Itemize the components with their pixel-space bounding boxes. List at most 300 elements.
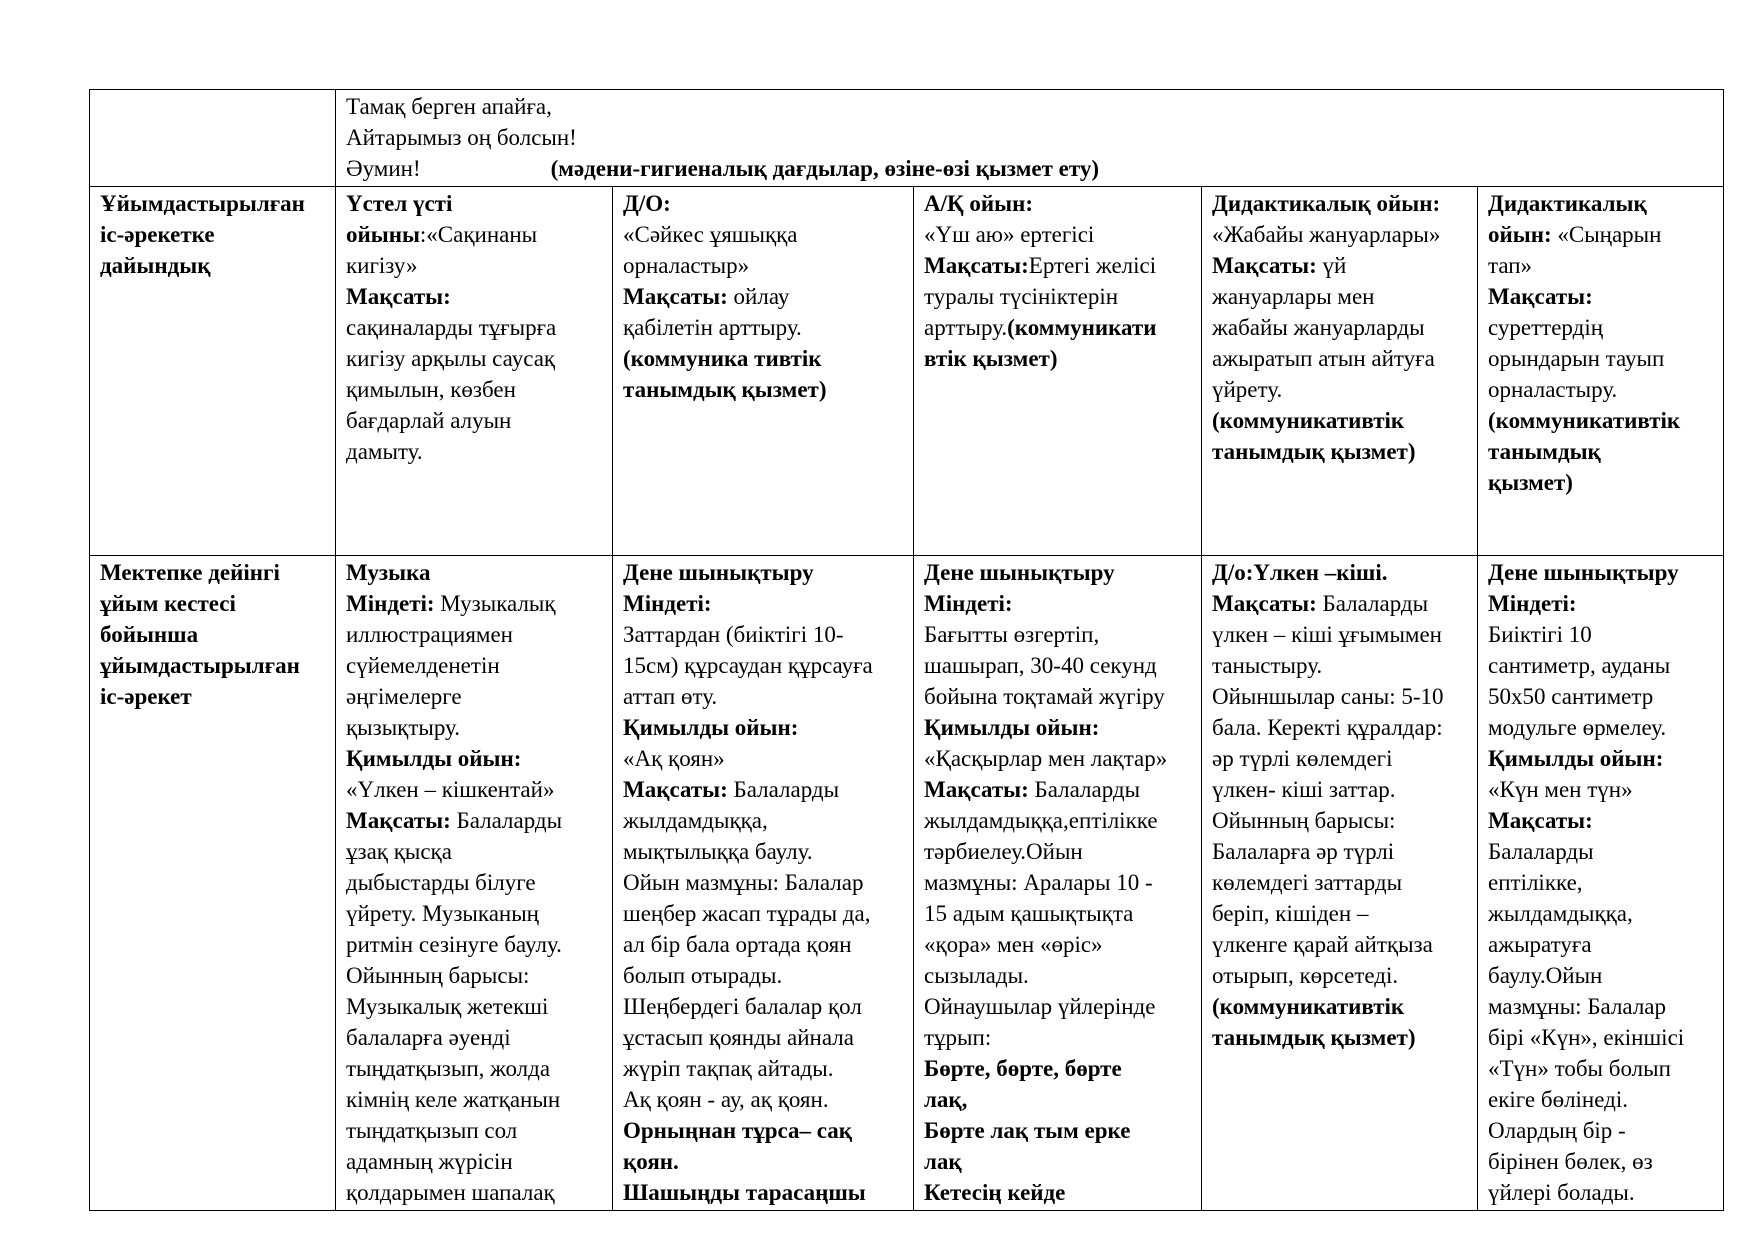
cell-text: орналастыр» [623, 253, 750, 278]
cell-line [1488, 960, 1713, 991]
cell-text: бірінен бөлек, өз [1488, 1149, 1653, 1174]
activity-cell [336, 556, 613, 1211]
cell-text: адамның жүрісін [346, 1149, 513, 1174]
cell-line [1212, 405, 1467, 436]
bold-text: Д/О: [623, 191, 671, 216]
cell-text: Заттардан (биіктігі 10- [623, 622, 844, 647]
cell-line [924, 681, 1191, 712]
cell-line [1212, 374, 1467, 405]
cell-line [1212, 743, 1467, 774]
cell-line [346, 743, 602, 774]
bold-text: Дене шынықтыру [1488, 560, 1679, 585]
cell-text: Балаларды [1488, 839, 1594, 864]
bold-text: Музыка [346, 560, 431, 585]
cell-text: ритмін сезінуге баулу. [346, 932, 562, 957]
bold-text: Дене шынықтыру [924, 560, 1115, 585]
cell-line [1212, 188, 1467, 219]
cell-text: әр түрлі көлемдегі [1212, 746, 1393, 771]
cell-line [623, 312, 903, 343]
bold-text: ойыны [346, 222, 420, 247]
cell-text: Ақ қоян - ау, ақ қоян. [623, 1087, 829, 1112]
cell-line [924, 1177, 1191, 1208]
cell-text: сантиметр, ауданы [1488, 653, 1671, 678]
cell-line [924, 588, 1191, 619]
bold-text: Д/о:Үлкен –кіші. [1212, 560, 1388, 585]
cell-line [346, 836, 602, 867]
cell-line [1488, 650, 1713, 681]
cell-text: аттап өту. [623, 684, 718, 709]
cell-line [924, 1084, 1191, 1115]
cell-text: болып отырады. [623, 963, 783, 988]
bold-text: Үстел үсті [346, 191, 453, 216]
cell-line [1488, 1084, 1713, 1115]
cell-line [924, 743, 1191, 774]
cell-text: «Сәйкес ұяшыққа [623, 222, 798, 247]
row-label-line: Мектепке дейінгі [100, 560, 280, 585]
cell-text: үй [1316, 253, 1347, 278]
cell-text: Балаларды [1028, 777, 1141, 802]
cell-text: Балаларды [1316, 591, 1429, 616]
row-label-line: іс-әрекетке [100, 222, 215, 247]
bold-text: Міндеті: [1488, 591, 1577, 616]
bold-text: Мақсаты: [623, 284, 728, 309]
cell-text: «қора» мен «өріс» [924, 932, 1103, 957]
cell-line [1212, 898, 1467, 929]
cell-text: «Түн» тобы болып [1488, 1056, 1671, 1081]
cell-text: сақиналарды тұғырға [346, 315, 557, 340]
cell-line [1488, 867, 1713, 898]
cell-text: 15см) құрсаудан құрсауға [623, 653, 873, 678]
cell-line [623, 743, 903, 774]
bold-text: (коммуника тивтік [623, 346, 822, 371]
cell-text: әңгімелерге [346, 684, 462, 709]
cell-line [346, 281, 602, 312]
cell-line [1488, 188, 1713, 219]
cell-line [924, 250, 1191, 281]
cell-text: тұрып: [924, 1025, 992, 1050]
cell-text: «Күн мен түн» [1488, 777, 1633, 802]
cell-text: шеңбер жасап тұрады да, [623, 901, 871, 926]
activity-cell [914, 556, 1202, 1211]
cell-text: үлкенге қарай айтқыза [1212, 932, 1433, 957]
cell-line [623, 250, 903, 281]
cell-text: ажыратуға [1488, 932, 1592, 957]
activity-row [90, 556, 1724, 1211]
cell-text: тәрбиелеу.Ойын [924, 839, 1083, 864]
cell-text: «Ақ қоян» [623, 746, 725, 771]
bold-text: Міндеті: [623, 591, 712, 616]
bold-text: Қимылды ойын: [623, 715, 799, 740]
cell-line [623, 712, 903, 743]
cell-line [1212, 588, 1467, 619]
cell-line [1488, 619, 1713, 650]
cell-line [346, 374, 602, 405]
cell-text: Олардың бір - [1488, 1118, 1626, 1143]
cell-text: Балаларды [450, 808, 563, 833]
cell-line [1212, 712, 1467, 743]
cell-text: «Жабайы жануарлары» [1212, 222, 1441, 247]
cell-text: жылдамдыққа, [1488, 901, 1633, 926]
intro-row [90, 90, 1724, 187]
cell-text: ептілікке, [1488, 870, 1583, 895]
cell-line [623, 188, 903, 219]
cell-line [623, 374, 903, 405]
cell-text: 15 адым қашықтықта [924, 901, 1134, 926]
bold-text: Мақсаты: [1212, 253, 1317, 278]
row-label-cell [90, 187, 336, 556]
cell-line [1488, 219, 1713, 250]
bold-text: Дидактикалық [1488, 191, 1647, 216]
cell-text: Балаларды [727, 777, 840, 802]
cell-line [1212, 1022, 1467, 1053]
cell-line [623, 557, 903, 588]
cell-text: Ойнаушылар үйлерінде [924, 994, 1156, 1019]
bold-text: Мақсаты: [1488, 284, 1593, 309]
cell-line [346, 929, 602, 960]
activity-cell [1202, 187, 1478, 556]
cell-text: ал бір бала ортада қоян [623, 932, 852, 957]
cell-line [924, 805, 1191, 836]
cell-text: үйрету. Музыканың [346, 901, 539, 926]
cell-line [623, 1053, 903, 1084]
activity-row [90, 187, 1724, 556]
bold-text: (коммуникативтік [1488, 408, 1681, 433]
cell-line [346, 898, 602, 929]
cell-line [1212, 219, 1467, 250]
cell-text: жүріп тақпақ айтады. [623, 1056, 834, 1081]
cell-line [346, 774, 602, 805]
cell-line [1488, 1053, 1713, 1084]
cell-text: үлкен- кіші заттар. [1212, 777, 1396, 802]
cell-line [1488, 374, 1713, 405]
cell-line [924, 1115, 1191, 1146]
cell-text: Биіктігі 10 [1488, 622, 1592, 647]
bold-text: Мақсаты: [346, 284, 451, 309]
bold-text: Дидактикалық ойын: [1212, 191, 1441, 216]
cell-text: жануарлары мен [1212, 284, 1375, 309]
row-label-line: іс-әрекет [100, 684, 192, 709]
cell-text: Шеңбердегі балалар қол [623, 994, 862, 1019]
cell-line [924, 960, 1191, 991]
cell-text: ойлау [727, 284, 790, 309]
row-label-cell [90, 556, 336, 1211]
cell-text: қабілетін арттыру. [623, 315, 802, 340]
cell-line [346, 991, 602, 1022]
cell-line [924, 188, 1191, 219]
cell-line [924, 991, 1191, 1022]
cell-text: үйрету. [1212, 377, 1283, 402]
cell-line [924, 1146, 1191, 1177]
cell-text: Бағытты өзгертіп, [924, 622, 1100, 647]
cell-text: :«Сақинаны [419, 222, 538, 247]
cell-line [346, 805, 602, 836]
cell-line [1212, 436, 1467, 467]
cell-text: кигізу арқылы саусақ [346, 346, 556, 371]
cell-line [346, 1115, 602, 1146]
cell-line [1212, 281, 1467, 312]
cell-line [346, 1084, 602, 1115]
bold-text: Міндеті: [346, 591, 435, 616]
cell-line [623, 619, 903, 650]
cell-text: жылдамдыққа, [623, 808, 768, 833]
activity-cell [613, 556, 914, 1211]
cell-line [1488, 1146, 1713, 1177]
bold-text: лақ, [924, 1087, 968, 1112]
cell-text: суреттердің [1488, 315, 1604, 340]
cell-line [1212, 836, 1467, 867]
cell-line [924, 898, 1191, 929]
cell-line [924, 774, 1191, 805]
cell-line [623, 1146, 903, 1177]
cell-text: дыбыстарды білуге [346, 870, 536, 895]
cell-text: баулу.Ойын [1488, 963, 1603, 988]
cell-line [924, 343, 1191, 374]
bold-text: Орныңнан тұрса– сақ [623, 1118, 852, 1143]
activity-cell [914, 187, 1202, 556]
cell-line [623, 281, 903, 312]
cell-text: туралы түсініктерін [924, 284, 1119, 309]
cell-text: ұстасып қоянды айнала [623, 1025, 854, 1050]
cell-line [346, 1177, 602, 1208]
cell-line [1488, 774, 1713, 805]
cell-text: мазмұны: Балалар [1488, 994, 1667, 1019]
cell-line [924, 557, 1191, 588]
bold-text: Бөрте, бөрте, бөрте [924, 1056, 1122, 1081]
cell-line [924, 929, 1191, 960]
cell-line [346, 1053, 602, 1084]
row-label-line: ұйым кестесі [100, 591, 236, 616]
lesson-plan-table [89, 89, 1724, 1211]
cell-text: дамыту. [346, 439, 423, 464]
cell-line [346, 681, 602, 712]
cell-text: беріп, кішіден – [1212, 901, 1369, 926]
cell-line [623, 960, 903, 991]
intro-label-cell [90, 90, 336, 187]
cell-line [1488, 898, 1713, 929]
cell-text: кімнің келе жатқанын [346, 1087, 561, 1112]
cell-text: сүйемелденетін [346, 653, 500, 678]
cell-text: сызылады. [924, 963, 1029, 988]
cell-text: шашырап, 30-40 секунд [924, 653, 1157, 678]
cell-line [1488, 436, 1713, 467]
cell-line [924, 281, 1191, 312]
cell-text: тап» [1488, 253, 1533, 278]
bold-text: Қимылды ойын: [924, 715, 1100, 740]
cell-text: қолдарымен шапалақ [346, 1180, 555, 1205]
cell-text: «Қасқырлар мен лақтар» [924, 746, 1168, 771]
cell-text: балаларға әуенді [346, 1025, 511, 1050]
cell-line [623, 650, 903, 681]
cell-line [623, 343, 903, 374]
cell-line [1488, 250, 1713, 281]
bold-text: Мақсаты: [1212, 591, 1317, 616]
cell-line [623, 805, 903, 836]
bold-text: Міндеті: [924, 591, 1013, 616]
cell-line [346, 1146, 602, 1177]
cell-line [346, 188, 602, 219]
cell-text: Ойын мазмұны: Балалар [623, 870, 864, 895]
bold-text: танымдық қызмет) [1212, 439, 1416, 464]
bold-text: Кетесің кейде [924, 1180, 1066, 1205]
activity-cell [1478, 556, 1724, 1211]
cell-text: қимылын, көзбен [346, 377, 516, 402]
intro-text-cell [336, 90, 1724, 187]
row-label-line: ұйымдастырылған [100, 653, 300, 678]
bold-text: танымдық [1488, 439, 1601, 464]
cell-text: Музыкалық жетекші [346, 994, 549, 1019]
bold-text: втік қызмет) [924, 346, 1058, 371]
cell-line [924, 650, 1191, 681]
activity-cell [1478, 187, 1724, 556]
cell-text: орналастыру. [1488, 377, 1618, 402]
cell-text: ұзақ қысқа [346, 839, 452, 864]
cell-line [1488, 805, 1713, 836]
cell-text: екіге бөлінеді. [1488, 1087, 1628, 1112]
cell-text: Ойыншылар саны: 5-10 [1212, 684, 1444, 709]
cell-line [924, 712, 1191, 743]
cell-line [1212, 805, 1467, 836]
cell-text: жылдамдыққа,ептілікке [924, 808, 1158, 833]
cell-text: Ойынның барысы: [1212, 808, 1396, 833]
intro-line: Айтарымыз оң болсын! [346, 125, 577, 150]
cell-line [1488, 836, 1713, 867]
cell-text: 50х50 сантиметр [1488, 684, 1654, 709]
cell-line [346, 712, 602, 743]
cell-line [346, 312, 602, 343]
cell-text: мазмұны: Аралары 10 - [924, 870, 1153, 895]
bold-text: Мақсаты: [346, 808, 451, 833]
cell-text: бойына тоқтамай жүгіру [924, 684, 1165, 709]
bold-text: Шашыңды тарасаңшы [623, 1180, 866, 1205]
row-label-line: Ұйымдастырылған [100, 191, 305, 216]
cell-line [1212, 681, 1467, 712]
cell-line [1212, 250, 1467, 281]
cell-line [1212, 343, 1467, 374]
cell-text: қызықтыру. [346, 715, 460, 740]
cell-line [1488, 929, 1713, 960]
bold-text: қызмет) [1488, 470, 1573, 495]
cell-line [623, 929, 903, 960]
cell-line [346, 219, 602, 250]
cell-line [1488, 405, 1713, 436]
cell-text: тыңдатқызып сол [346, 1118, 518, 1143]
activity-cell [1202, 556, 1478, 1211]
cell-line [1488, 467, 1713, 498]
cell-line [1488, 588, 1713, 619]
cell-line [346, 343, 602, 374]
intro-line: Тамақ берген апайға, [346, 94, 552, 119]
cell-line [623, 1084, 903, 1115]
bold-text: Мақсаты: [924, 777, 1029, 802]
cell-line [623, 1177, 903, 1208]
cell-text: үйлері болады. [1488, 1180, 1635, 1205]
cell-line [1212, 991, 1467, 1022]
cell-line [924, 836, 1191, 867]
cell-text: модульге өрмелеу. [1488, 715, 1667, 740]
cell-text: «Үш аю» ертегісі [924, 222, 1095, 247]
cell-line [924, 219, 1191, 250]
cell-text: Музыкалық [434, 591, 556, 616]
activity-cell [336, 187, 613, 556]
cell-line [1212, 774, 1467, 805]
cell-line [623, 681, 903, 712]
cell-line [346, 867, 602, 898]
cell-line [346, 1022, 602, 1053]
cell-line [1488, 1115, 1713, 1146]
cell-line [1212, 619, 1467, 650]
bold-text: (коммуникати [1007, 315, 1157, 340]
cell-text: мықтылыққа баулу. [623, 839, 813, 864]
intro-amen: Әумин! [346, 156, 421, 181]
cell-line [623, 1022, 903, 1053]
bold-text: Мақсаты: [623, 777, 728, 802]
cell-text: таныстыру. [1212, 653, 1323, 678]
cell-line [346, 588, 602, 619]
cell-line [1488, 312, 1713, 343]
cell-line [346, 619, 602, 650]
cell-line [1488, 1177, 1713, 1208]
intro-activity-tag: (мәдени-гигиеналық дағдылар, өзіне-өзі қызмет ету) [550, 156, 1100, 181]
bold-text: (коммуникативтік [1212, 994, 1405, 1019]
cell-line [346, 557, 602, 588]
cell-line [346, 405, 602, 436]
cell-line [623, 898, 903, 929]
cell-line [623, 991, 903, 1022]
cell-text: иллюстрациямен [346, 622, 513, 647]
cell-line [1488, 557, 1713, 588]
cell-text: «Үлкен – кішкентай» [346, 777, 555, 802]
cell-line [623, 774, 903, 805]
cell-text: Балаларға әр түрлі [1212, 839, 1395, 864]
cell-line [924, 1053, 1191, 1084]
cell-line [1212, 867, 1467, 898]
cell-line [346, 960, 602, 991]
intro-last-line [346, 153, 1713, 184]
cell-text: арттыру. [924, 315, 1008, 340]
activity-cell [613, 187, 914, 556]
cell-line [1488, 343, 1713, 374]
cell-line [623, 588, 903, 619]
cell-line [924, 1022, 1191, 1053]
cell-text: бала. Керекті құралдар: [1212, 715, 1443, 740]
bold-text: Мақсаты: [1488, 808, 1593, 833]
cell-text: кигізу» [346, 253, 418, 278]
cell-line [1488, 1022, 1713, 1053]
cell-line [1212, 557, 1467, 588]
cell-line [623, 1115, 903, 1146]
bold-text: Қимылды ойын: [1488, 746, 1664, 771]
cell-line [924, 312, 1191, 343]
cell-text: жабайы жануарларды [1212, 315, 1425, 340]
cell-line [924, 619, 1191, 650]
cell-text: тыңдатқызып, жолда [346, 1056, 551, 1081]
cell-line [1212, 960, 1467, 991]
cell-line [1212, 650, 1467, 681]
bold-text: (коммуникативтік [1212, 408, 1405, 433]
bold-text: ойын: [1488, 222, 1552, 247]
bold-text: лақ [924, 1149, 962, 1174]
bold-text: Қимылды ойын: [346, 746, 522, 771]
cell-line [346, 250, 602, 281]
cell-line [623, 219, 903, 250]
cell-text: бірі «Күн», екіншісі [1488, 1025, 1685, 1050]
cell-line [1212, 929, 1467, 960]
bold-text: танымдық қызмет) [623, 377, 827, 402]
cell-text: ажыратып атын айтуға [1212, 346, 1435, 371]
cell-line [1488, 712, 1713, 743]
cell-line [1212, 312, 1467, 343]
cell-line [1488, 281, 1713, 312]
